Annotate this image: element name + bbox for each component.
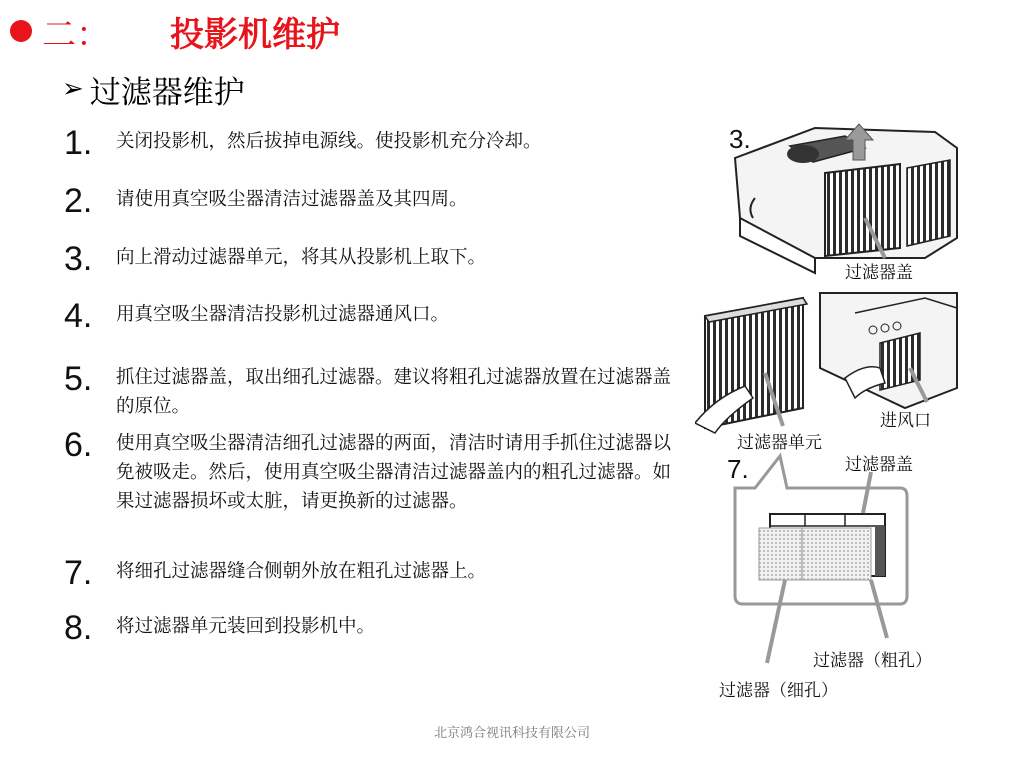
step-item <box>64 183 694 219</box>
air-vent-label: 进风口 <box>880 411 931 431</box>
step-item <box>64 610 694 646</box>
step-item <box>64 298 694 334</box>
coarse-filter-label: 过滤器（粗孔） <box>813 651 932 671</box>
step-number: 6. <box>64 426 93 464</box>
projector-drawing <box>735 124 957 273</box>
step-text: 将过滤器单元装回到投影机中。 <box>116 616 376 637</box>
figure-step7-label: 7. <box>727 454 749 484</box>
step-number: 8. <box>64 609 93 647</box>
step-number: 2. <box>64 182 93 220</box>
step-text: 将细孔过滤器缝合侧朝外放在粗孔过滤器上。 <box>116 561 487 582</box>
arrow-bullet-icon: ➢ <box>62 74 84 104</box>
step-number: 1. <box>64 124 93 162</box>
fine-filter-label: 过滤器（细孔） <box>719 681 838 701</box>
subtitle <box>62 66 245 112</box>
slide-title <box>10 8 340 54</box>
subtitle-text: 过滤器维护 <box>89 74 245 111</box>
step-text: 请使用真空吸尘器清洁过滤器盖及其四周。 <box>116 189 468 210</box>
step-text: 关闭投影机，然后拔掉电源线。使投影机充分冷却。 <box>116 131 542 152</box>
figure-step3-label: 3. <box>729 124 751 154</box>
step-item <box>64 555 694 591</box>
step-number: 5. <box>64 360 93 398</box>
illustration-drawing <box>695 118 1015 708</box>
step-number: 3. <box>64 240 93 278</box>
filter-assembly-callout <box>735 456 907 663</box>
step-text: 用真空吸尘器清洁投影机过滤器通风口。 <box>116 304 450 325</box>
step-item <box>64 241 694 277</box>
filter-unit-drawing <box>695 298 807 433</box>
step-text: 使用真空吸尘器清洁细孔过滤器的两面，清洁时请用手抓住过滤器以免被吸走。然后，使用真空吸尘器清洁过滤器盖内的粗孔过滤器。如果过滤器损坏或太脏，请更换新的过滤器。 <box>116 433 672 512</box>
section-number: 二： <box>42 14 110 55</box>
filter-maintenance-illustration <box>695 118 1015 708</box>
step-number: 7. <box>64 554 93 592</box>
filter-cover-label-2: 过滤器盖 <box>845 455 913 475</box>
filter-unit-label: 过滤器单元 <box>737 433 822 453</box>
filter-cover-label: 过滤器盖 <box>845 263 913 283</box>
footer-company: 北京鸿合视讯科技有限公司 <box>433 726 590 741</box>
projector-vent-drawing <box>820 293 957 408</box>
step-number: 4. <box>64 297 93 335</box>
step-item <box>64 427 694 516</box>
step-item <box>64 125 694 161</box>
section-title: 投影机维护 <box>170 14 340 55</box>
step-item <box>64 361 694 421</box>
red-dot-bullet-icon <box>10 20 32 42</box>
step-text: 抓住过滤器盖，取出细孔过滤器。建议将粗孔过滤器放置在过滤器盖的原位。 <box>116 367 672 417</box>
step-text: 向上滑动过滤器单元，将其从投影机上取下。 <box>116 247 487 268</box>
